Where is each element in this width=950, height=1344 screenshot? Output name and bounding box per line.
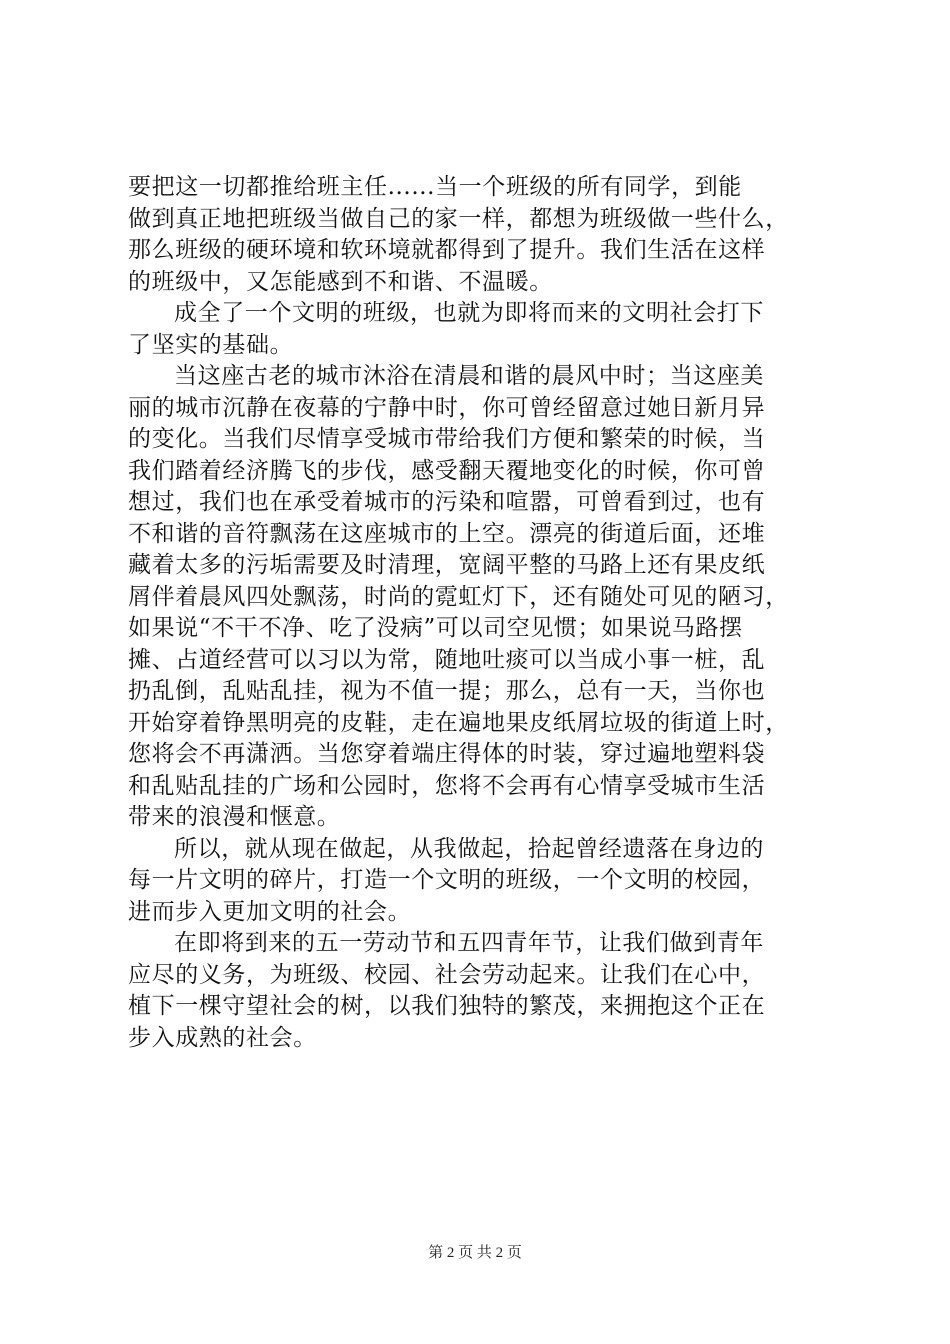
text-line: 应尽的义务，为班级、校园、社会劳动起来。让我们在心中， bbox=[128, 961, 766, 988]
text-line: 您将会不再潇洒。当您穿着端庄得体的时装，穿过遍地塑料袋 bbox=[128, 741, 766, 767]
body-text bbox=[128, 172, 830, 1054]
text-line: 丽的城市沉静在夜幕的宁静中时，你可曾经留意过她日新月异 bbox=[128, 394, 766, 421]
text-line: 摊、占道经营可以习以为常，随地吐痰可以当成小事一桩，乱 bbox=[128, 646, 766, 673]
text-line: 藏着太多的污垢需要及时清理，宽阔平整的马路上还有果皮纸 bbox=[128, 552, 766, 578]
text-line: 那么班级的硬环境和软环境就都得到了提升。我们生活在这样 bbox=[128, 237, 766, 263]
page-number-footer: 第 2 页 共 2 页 bbox=[428, 1245, 522, 1261]
text-line: 进而步入更加文明的社会。 bbox=[128, 898, 412, 925]
text-line: 我们踏着经济腾飞的步伐，感受翻天覆地变化的时候，你可曾 bbox=[128, 457, 766, 484]
text-line: 的变化。当我们尽情享受城市带给我们方便和繁荣的时候，当 bbox=[128, 426, 766, 452]
paragraph-start-line: 所以，就从现在做起，从我做起，拾起曾经遗落在身边的 bbox=[174, 835, 764, 862]
text-line: 带来的浪漫和惬意。 bbox=[128, 804, 341, 830]
paragraph-start-line: 在即将到来的五一劳动节和五四青年节，让我们做到青年 bbox=[174, 930, 764, 956]
text-line: 的班级中，又怎能感到不和谐、不温暖。 bbox=[128, 268, 553, 295]
text-line: 开始穿着铮黑明亮的皮鞋，走在遍地果皮纸屑垃圾的街道上时， bbox=[128, 709, 789, 736]
text-line: 扔乱倒，乱贴乱挂，视为不值一提；那么，总有一天，当你也 bbox=[128, 678, 766, 704]
text-line: 想过，我们也在承受着城市的污染和喧嚣，可曾看到过，也有 bbox=[128, 489, 766, 515]
text-line: 和乱贴乱挂的广场和公园时，您将不会再有心情享受城市生活 bbox=[128, 772, 766, 799]
text-line: 了坚实的基础。 bbox=[128, 331, 294, 358]
paragraph-start-line: 成全了一个文明的班级，也就为即将而来的文明社会打下 bbox=[174, 300, 764, 326]
text-line: 每一片文明的碎片，打造一个文明的班级，一个文明的校园， bbox=[128, 867, 766, 893]
text-line: 如果说“不干不净、吃了没病”可以司空见惯；如果说马路摆 bbox=[128, 615, 743, 641]
text-line: 屑伴着晨风四处飘荡，时尚的霓虹灯下，还有随处可见的陋习， bbox=[128, 583, 789, 610]
paragraph-start-line: 当这座古老的城市沐浴在清晨和谐的晨风中时；当这座美 bbox=[174, 363, 764, 389]
text-line: 要把这一切都推给班主任......当一个班级的所有同学，到能 bbox=[128, 174, 742, 200]
text-line: 做到真正地把班级当做自己的家一样，都想为班级做一些什么， bbox=[128, 205, 789, 232]
text-line: 植下一棵守望社会的树，以我们独特的繁茂，来拥抱这个正在 bbox=[128, 993, 766, 1019]
text-line: 不和谐的音符飘荡在这座城市的上空。漂亮的街道后面，还堆 bbox=[128, 520, 766, 547]
text-line: 步入成熟的社会。 bbox=[128, 1024, 317, 1051]
